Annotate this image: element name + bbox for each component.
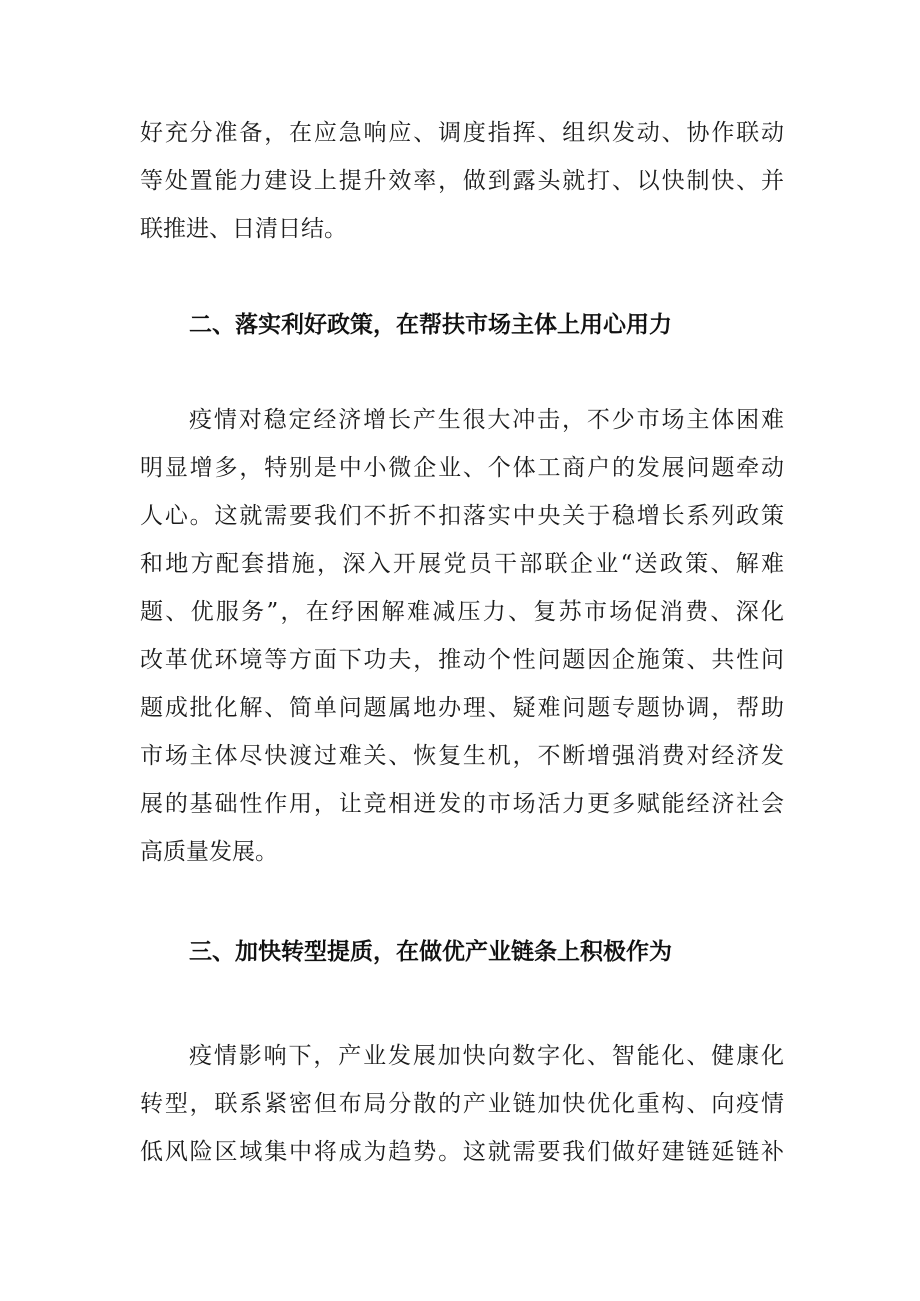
paragraph-2-line-2: 明显增多，特别是中小微企业、个体工商户的发展问题牵动 [140, 455, 784, 481]
paragraph-3-line-3: 低风险区域集中将成为趋势。这就需要我们做好建链延链补 [140, 1139, 784, 1165]
paragraph-1-line-1: 好充分准备，在应急响应、调度指挥、组织发动、协作联动 [140, 120, 784, 146]
paragraph-1-line-3: 联推进、日清日结。 [140, 216, 347, 242]
paragraph-2-line-9: 展的基础性作用，让竞相迸发的市场活力更多赋能经济社会 [140, 791, 784, 817]
section-heading-2: 二、落实利好政策，在帮扶市场主体上用心用力 [189, 312, 672, 338]
paragraph-2-line-6: 改革优环境等方面下功夫，推动个性问题因企施策、共性问 [140, 647, 784, 673]
paragraph-2-line-3: 人心。这就需要我们不折不扣落实中央关于稳增长系列政策 [140, 503, 784, 529]
paragraph-2-line-8: 市场主体尽快渡过难关、恢复生机，不断增强消费对经济发 [140, 743, 784, 769]
paragraph-1-line-2: 等处置能力建设上提升效率，做到露头就打、以快制快、并 [140, 168, 784, 194]
paragraph-2-line-4: 和地方配套措施，深入开展党员干部联企业“送政策、解难 [140, 551, 784, 577]
paragraph-2-line-10: 高质量发展。 [140, 839, 278, 865]
paragraph-2-line-7: 题成批化解、简单问题属地办理、疑难问题专题协调，帮助 [140, 695, 784, 721]
paragraph-3-line-1: 疫情影响下，产业发展加快向数字化、智能化、健康化 [189, 1043, 784, 1069]
paragraph-2-line-1: 疫情对稳定经济增长产生很大冲击，不少市场主体困难 [189, 407, 784, 433]
paragraph-2-line-5: 题、优服务”，在纾困解难减压力、复苏市场促消费、深化 [140, 599, 784, 625]
paragraph-3-line-2: 转型，联系紧密但布局分散的产业链加快优化重构、向疫情 [140, 1091, 784, 1117]
section-heading-3: 三、加快转型提质，在做优产业链条上积极作为 [189, 939, 672, 965]
